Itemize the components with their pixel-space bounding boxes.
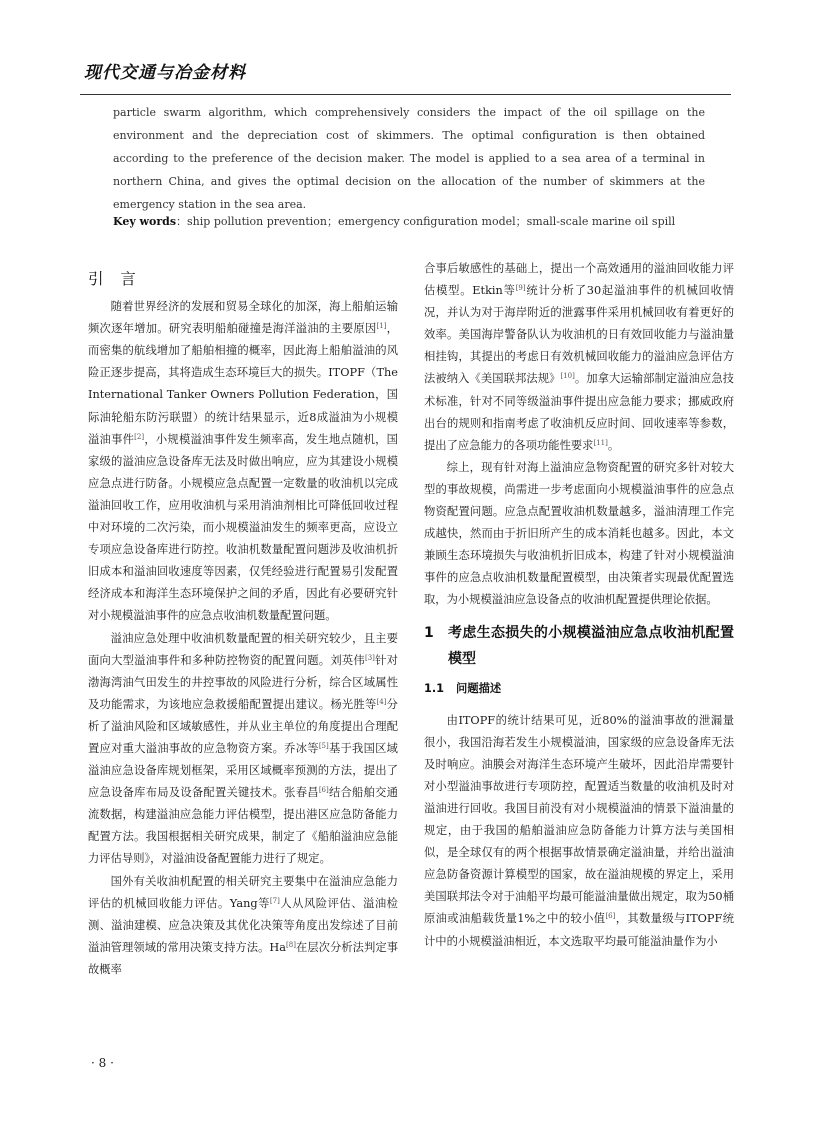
left-column [88, 258, 398, 981]
citation: [6] [318, 786, 329, 795]
intro-paragraph-5: 综上，现有针对海上溢油应急物资配置的研究多针对较大型的事故规模，尚需进一步考虑面向小规模溢油事件的应急点物资配置问题。应急点配置收油机数量越多，溢油清理工作完成越快，然而由于折旧所产生的成本消耗也越多。因此，本文兼顾生态环境损失与收油机折旧成本，构建了针对小规模溢油事件的应急点收油机数量配置模型，由决策者实现最优配置选取，为小规模溢油应急设备点的收油机配置提供理论依据。 [424, 460, 734, 607]
header-rule [80, 94, 731, 95]
citation: [8] [286, 940, 296, 949]
keywords-text: ：ship pollution prevention；emergency configuration model；small-scale marine oil spill [176, 215, 676, 228]
section-1-heading: 1 考虑生态损失的小规模溢油应急点收油机配置模型 [424, 624, 734, 667]
citation: [2] [134, 432, 145, 441]
citation: [11] [593, 438, 608, 447]
abstract-continuation: particle swarm algorithm, which comprehensively considers the impact of the oil spillage on the environment and the depreciation cost of skimmers. The optimal configuration is then obtained according to the preference of the decision maker. The model is applied to a sea area of a terminal in northern China, and gives the optimal decision on the allocation of the number of skimmers at the emergency station in the sea area. [113, 106, 705, 211]
citation: [6] [605, 912, 616, 921]
citation: [7] [269, 896, 280, 905]
citation: [3] [364, 653, 375, 662]
citation: [9] [515, 284, 526, 293]
keywords [113, 211, 713, 233]
right-column [424, 258, 734, 953]
page-number: · 8 · [91, 1056, 114, 1070]
citation: [5] [318, 741, 329, 750]
intro-paragraph-4: 合事后敏感性的基础上，提出一个高效通用的溢油回收能力评估模型。Etkin等[9]统计分析了30起溢油事件的机械回收情况，并认为对于海岸附近的泄露事件采用机械回收有着更好的效率。美国海岸警备队认为收油机的日有效回收能力与溢油量相挂钩，其提出的考虑日有效机械回收能力的溢油应急评估方法被纳入《美国联邦法规》[10]。加拿大运输部制定溢油应急技术标准，针对不同等级溢油事件提出应急能力要求；挪威政府出台的规则和指南考虑了收油机反应时间、回收速率等参数，提出了应急能力的各项功能性要求[11]。 [424, 262, 734, 452]
keywords-label: Key words [113, 215, 177, 228]
citation: [4] [376, 697, 387, 706]
intro-title: 引 言 [88, 270, 142, 288]
journal-logo: 现代交通与冶金材料 [84, 63, 246, 83]
intro-paragraph-2: 溢油应急处理中收油机数量配置的相关研究较少，且主要面向大型溢油事件和多种防控物资的配置问题。刘英伟[3]针对渤海湾油气田发生的井控事故的风险进行分析，综合区域属性及功能需求，为该地应急救援船配置提出建议。杨光胜等[4]分析了溢油风险和区域敏感性，并从业主单位的角度提出合理配置应对重大溢油事故的应急物资方案。乔冰等[5]基于我国区域溢油应急设备库规划框架，采用区域概率预测的方法，提出了应急设备库布局及设备配置关键技术。张春昌[6]结合船舶交通流数据，构建溢油应急能力评估模型，提出港区应急防备能力配置方法。我国根据相关研究成果，制定了《船舶溢油应急能力评估导则》，对溢油设备配置能力进行了规定。 [88, 631, 398, 866]
section-1-1-heading: 1.1 问题描述 [424, 681, 502, 695]
intro-paragraph-3: 国外有关收油机配置的相关研究主要集中在溢油应急能力评估的机械回收能力评估。Yang等[7]人从风险评估、溢油检测、溢油建模、应急决策及其优化决策等角度出发综述了目前溢油管理领域的常用决策支持方法。Ha[8]在层次分析法判定事故概率 [88, 874, 398, 976]
citation: [1] [376, 322, 387, 331]
intro-paragraph-1: 随着世界经济的发展和贸易全球化的加深，海上船舶运输频次逐年增加。研究表明船舶碰撞是海洋溢油的主要原因[1]，而密集的航线增加了船舶相撞的概率，因此海上船舶溢油的风险正逐步提高，其将造成生态环境巨大的损失。ITOPF（The International Tanker Owners Pollution Federation，国际油轮船东防污联盟）的统计结果显示，近8成溢油为小规模溢油事件[2]，小规模溢油事件发生频率高，发生地点随机，国家级的溢油应急设备库无法及时做出响应，应为其建设小规模应急点进行防备。小规模应急点配置一定数量的收油机以完成溢油回收工作，应用收油机与采用消油剂相比可降低回收过程中对环境的二次污染，而小规模溢油发生的频率更高，应设立专项应急设备库进行防控。收油机数量配置问题涉及收油机折旧成本和溢油回收速度等因素，仅凭经验进行配置易引发配置经济成本和海洋生态环境保护之间的矛盾，因此有必要研究针对小规模溢油事件的应急点收油机数量配置问题。 [88, 300, 398, 623]
citation: [10] [560, 372, 575, 381]
section-1-1-paragraph: 由ITOPF的统计结果可见，近80%的溢油事故的泄漏量很小，我国沿海若发生小规模溢油，国家级的应急设备库无法及时响应。油膜会对海洋生态环境产生破坏，因此沿岸需要针对小型溢油事故进行专项防控，配置适当数量的收油机及时对溢油进行回收。我国目前没有对小规模溢油的情景下溢油量的规定，由于我国的船舶溢油应急防备能力计算方法与美国相似，是全球仅有的两个根据事故情景确定溢油量，并给出溢油应急防备资源计算模型的国家，故在溢油规模的界定上，采用美国联邦法令对于油船平均最可能溢油量做出规定，取为50桶原油或油船载货量1%之中的较小值[6]，其数量级与ITOPF统计中的小规模溢油相近，本文选取平均最可能溢油量作为小 [424, 713, 734, 948]
